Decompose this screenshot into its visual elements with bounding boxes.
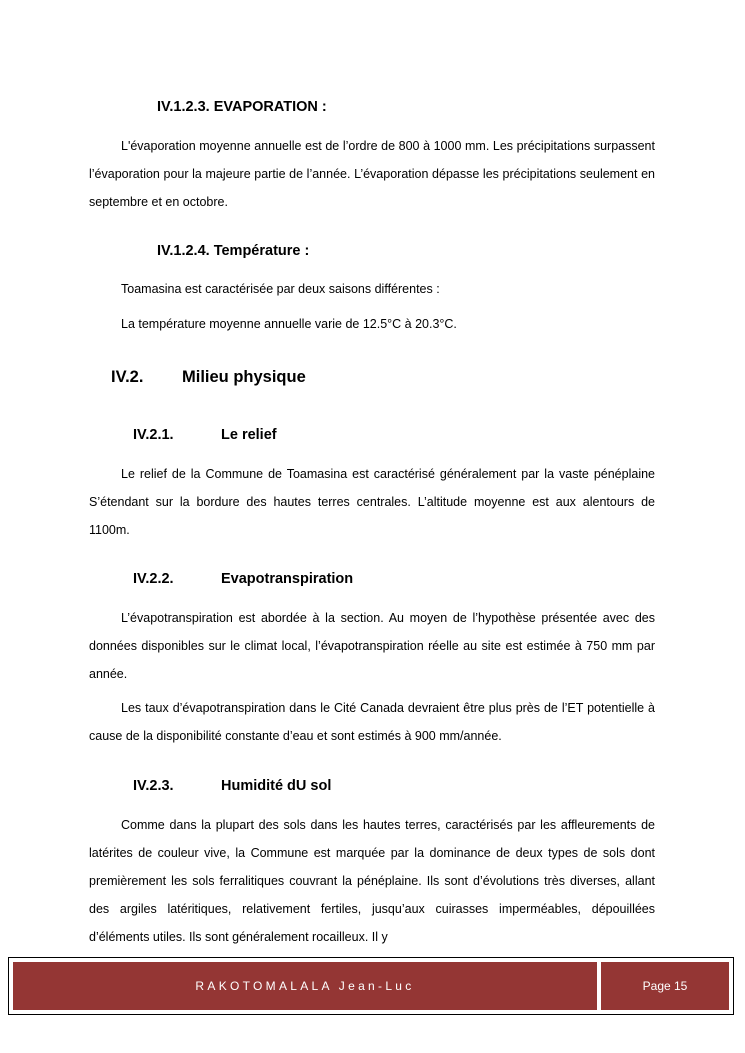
paragraph-evapotranspiration-2: Les taux d’évapotranspiration dans le Cité Canada devraient être plus près de l’ET potentielle à cause de la disponibilité constante d’eau et sont estimés à 900 mm/année. [89, 701, 655, 743]
heading-temperature: IV.1.2.4. Température : [157, 243, 310, 259]
heading-evapotranspiration-number: IV.2.2. [133, 571, 174, 587]
temperature-line-1: Toamasina est caractérisée par deux saisons différentes : [121, 282, 440, 296]
heading-relief-title: Le relief [221, 427, 277, 443]
footer-author: RAKOTOMALALA Jean-Luc [13, 962, 597, 1010]
footer-page-number: Page 15 [601, 962, 729, 1010]
paragraph-humidite: Comme dans la plupart des sols dans les hautes terres, caractérisés par les affleurements de latérites de couleur vive, la Commune est marquée par la dominance de deux types de sols dont premièrement les sols ferralitiques couvrant la pénéplaine. Ils sont d’évolutions très diverses, allant des argiles latéritiques, relativement fertiles, jusqu’aux cuirasses imperméables, dépouillées d’éléments utiles. Ils sont généralement rocailleux. Il y [89, 818, 655, 944]
heading-evaporation: IV.1.2.3. EVAPORATION : [157, 99, 327, 115]
section-milieu-number: IV.2. [111, 368, 144, 386]
paragraph-relief: Le relief de la Commune de Toamasina est caractérisé généralement par la vaste pénéplaine S’étendant sur la bordure des hautes terres centrales. L’altitude moyenne est aux alentours de 1100m. [89, 467, 655, 537]
heading-humidite-number: IV.2.3. [133, 778, 174, 794]
temperature-line-2: La température moyenne annuelle varie de 12.5°C à 20.3°C. [121, 317, 457, 331]
heading-humidite-title: Humidité dU sol [221, 778, 332, 794]
paragraph-evapotranspiration-1: L’évapotranspiration est abordée à la section. Au moyen de l’hypothèse présentée avec des données disponibles sur le climat local, l’évapotranspiration réelle au site est estimée à 750 mm par année. [89, 611, 655, 681]
heading-relief-number: IV.2.1. [133, 427, 174, 443]
section-milieu-title: Milieu physique [182, 368, 306, 386]
page-footer [8, 957, 734, 1015]
paragraph-evaporation: L'évaporation moyenne annuelle est de l’ordre de 800 à 1000 mm. Les précipitations surpassent l’évaporation pour la majeure partie de l’année. L’évaporation dépasse les précipitations seulement en septembre et en octobre. [89, 139, 655, 209]
heading-evapotranspiration-title: Evapotranspiration [221, 571, 354, 587]
